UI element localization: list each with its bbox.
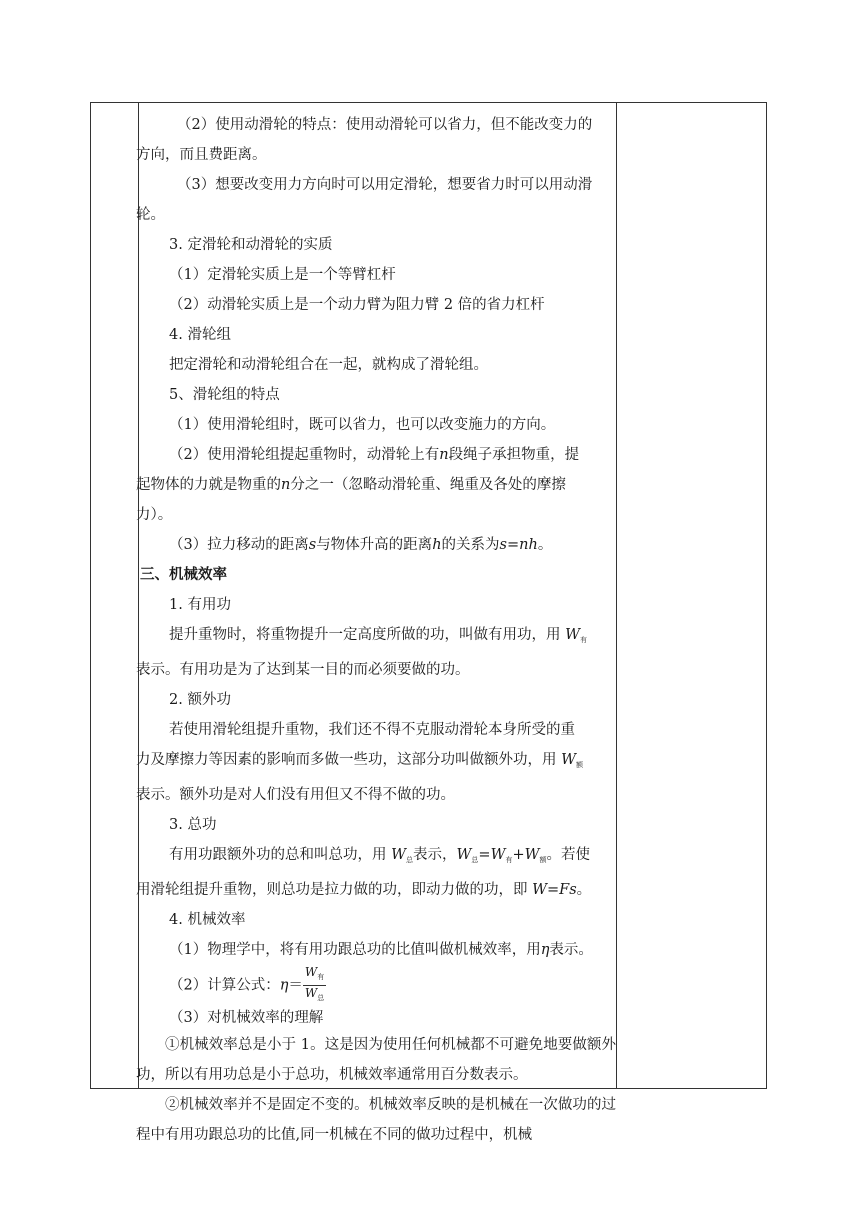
- lesson-content: [138, 102, 616, 1150]
- text-line: （1）使用滑轮组时，既可以省力，也可以改变施力的方向。: [169, 417, 556, 433]
- text-line: 轮。: [136, 207, 165, 223]
- column-divider-right: [616, 103, 617, 1088]
- text-line: 表示。额外功是对人们没有用但又不得不做的功。: [136, 787, 455, 803]
- subheading: 4. 滑轮组: [169, 327, 231, 343]
- subheading: 3. 定滑轮和动滑轮的实质: [169, 237, 333, 253]
- text-line: 把定滑轮和动滑轮组合在一起，就构成了滑轮组。: [169, 357, 488, 373]
- text-line: （2）动滑轮实质上是一个动力臂为阻力臂 2 倍的省力杠杆: [169, 297, 545, 313]
- subheading: （3）对机械效率的理解: [169, 1010, 324, 1026]
- section-heading: 三、机械效率: [140, 566, 227, 583]
- text-line: 提升重物时，将重物提升一定高度所做的功，叫做有用功，用 $W_有$: [169, 627, 588, 644]
- text-line: 表示。有用功是为了达到某一目的而必须要做的功。: [136, 662, 470, 678]
- text-line: 力）。: [136, 507, 173, 523]
- text-line: 起物体的力就是物重的n分之一（忽略动滑轮重、绳重及各处的摩擦: [136, 477, 566, 493]
- text-line: （1）物理学中，将有用功跟总功的比值叫做机械效率，用η表示。: [169, 942, 593, 958]
- subheading: 2. 额外功: [169, 692, 231, 708]
- text-line: （2）使用动滑轮的特点：使用动滑轮可以省力，但不能改变力的: [177, 117, 593, 133]
- formula-line: （2）计算公式：η＝ $\frac{W_有}{W_总}$: [138, 965, 616, 1006]
- subheading: 5、滑轮组的特点: [169, 387, 280, 403]
- text-line: 用滑轮组提升重物，则总功是拉力做的功，即动力做的功，即 W=Fs。: [136, 882, 592, 898]
- text-line: 力及摩擦力等因素的影响而多做一些功，这部分功叫做额外功，用 $W_额$: [136, 752, 584, 769]
- text-line: 若使用滑轮组提升重物，我们还不得不克服动滑轮本身所受的重: [169, 722, 575, 738]
- text-line: （3）拉力移动的距离s与物体升高的距离h的关系为s=nh。: [169, 537, 553, 553]
- subheading: 4. 机械效率: [169, 912, 246, 928]
- subheading: 1. 有用功: [169, 597, 231, 613]
- text-line: （2）使用滑轮组提起重物时，动滑轮上有n段绳子承担物重，提: [169, 447, 580, 463]
- text-line: （1）定滑轮实质上是一个等臂杠杆: [169, 267, 396, 283]
- text-line: 方向，而且费距离。: [136, 147, 267, 163]
- efficiency-fraction: $\frac{W_有}{W_总}$: [304, 965, 325, 1002]
- paragraph: ②机械效率并不是固定不变的。机械效率反映的是机械在一次做功的过程中有用功跟总功的比值,同一机械在不同的做功过程中，机械: [136, 1097, 616, 1143]
- paragraph: ①机械效率总是小于 1。这是因为使用任何机械都不可避免地要做额外功，所以有用功总是小于总功，机械效率通常用百分数表示。: [136, 1037, 616, 1083]
- text-line: （3）想要改变用力方向时可以用定滑轮，想要省力时可以用动滑: [177, 177, 593, 193]
- subheading: 3. 总功: [169, 817, 217, 833]
- text-line: 有用功跟额外功的总和叫总功，用 $W_总$表示，$W_总=W_有+W_额$。若使: [169, 847, 591, 864]
